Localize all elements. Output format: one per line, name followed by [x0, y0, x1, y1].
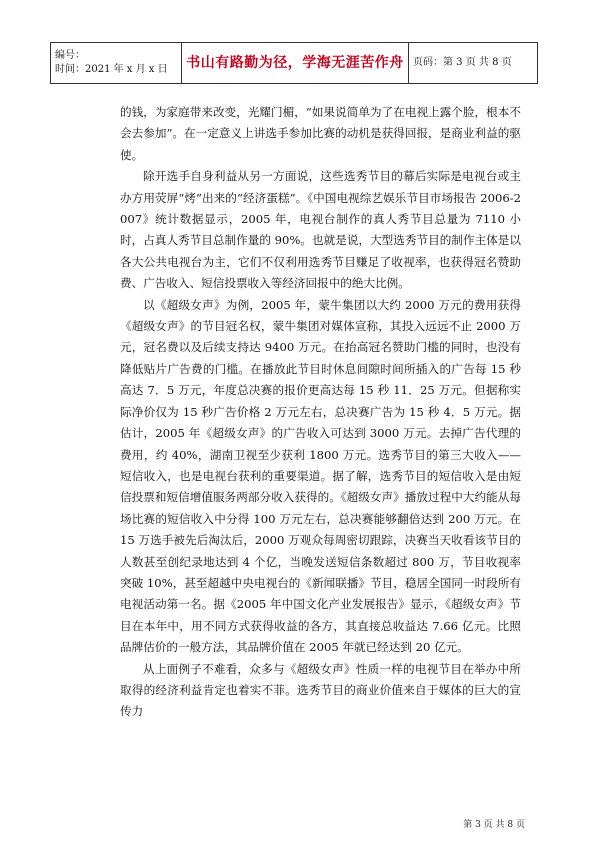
- page-header: [50, 42, 538, 84]
- paragraph-continuation: 的钱，为家庭带来改变，光耀门楣，“如果说简单为了在电视上露个脸，根本不会去参加”。在一定意义上讲选手参加比赛的动机是获得回报，是商业利益的驱使。: [120, 105, 521, 162]
- header-motto: 书山有路勤为径，学海无涯苦作舟: [182, 43, 409, 84]
- header-meta-cell: [51, 43, 182, 84]
- header-page-label: 页码：第 3 页 共 8 页: [409, 43, 538, 84]
- paragraph-super-girl-example: 以《超级女声》为例，2005 年，蒙牛集团以大约 2000 万元的费用获得《超级女声》的节目冠名权，蒙牛集团对媒体宣称，其投入远远不止 2000 万元，冠名费以及后续支持达 9400 万元。在抬高冠名赞助门槛的同时，也没有降低贴片广告费的门槛。在播放此节目时休息间隙时间所插入的广告每 15 秒高达 7．5 万元，年度总决赛的报价更高达每 15 秒 11．25 万元。但据称实际净价仅为 15 秒广告价格 2 万元左右，总决赛广告为 15 秒 4．5 万元。据估计，2005 年《超级女声》的广告收入可达到 3000 万元。去掉广告代理的费用，约 40%，湖南卫视至少获利 1800 万元。选秀节目的第三大收入——短信收入，也是电视台获利的重要渠道。据了解，选秀节目的短信收入是由短信投票和短信增值服务两部分收入获得的。《超级女声》播放过程中大约能从每场比赛的短信收入中分得 100 万元左右，总决赛能够翻倍达到 200 万元。在 15 万选手被先后淘汰后，2000 万观众每周密切跟踪，决赛当天收看该节目的人数甚至创纪录地达到 4 个亿，当晚发送短信条数超过 800 万，节目收视率突破 10%，甚至超越中央电视台的《新闻联播》节目，稳居全国同一时段所有电视活动第一名。据《2005 年中国文化产业发展报告》显示，《超级女声》节目在本年中，用不同方式获得收益的各方，其直接总收益达 7.66 亿元。比照品牌估价的一般方法，其品牌价值在 2005 年就已经达到 20 亿元。: [120, 297, 521, 655]
- document-number-label: 编号：: [55, 50, 85, 61]
- paragraph-conclusion: 从上面例子不难看，众多与《超级女声》性质一样的电视节目在举办中所取得的经济利益肯定也着实不菲。选秀节目的商业价值来自于媒体的巨大的宣传力: [120, 661, 521, 719]
- page-footer: 第 3 页 共 8 页: [463, 820, 525, 830]
- paragraph-economic-cake: 除开选手自身利益从另一方面说，这些选秀节目的幕后实际是电视台或主办方用荧屏“烤”出来的“经济蛋糕”。《中国电视综艺娱乐节目市场报告 2006-2007》统计数据显示，2005 年，电视台制作的真人秀节目总量为 7110 小时，占真人秀节目总制作量的 90%。也就是说，大型选秀节目的制作主体是以各大公共电视台为主，它们不仅利用选秀节目赚足了收视率，也获得冠名赞助费、广告收入、短信投票收入等经济回报中的绝大比例。: [120, 169, 521, 291]
- document-time-label: 时间：2021 年 x 月 x 日: [55, 64, 168, 75]
- document-body: [120, 102, 521, 723]
